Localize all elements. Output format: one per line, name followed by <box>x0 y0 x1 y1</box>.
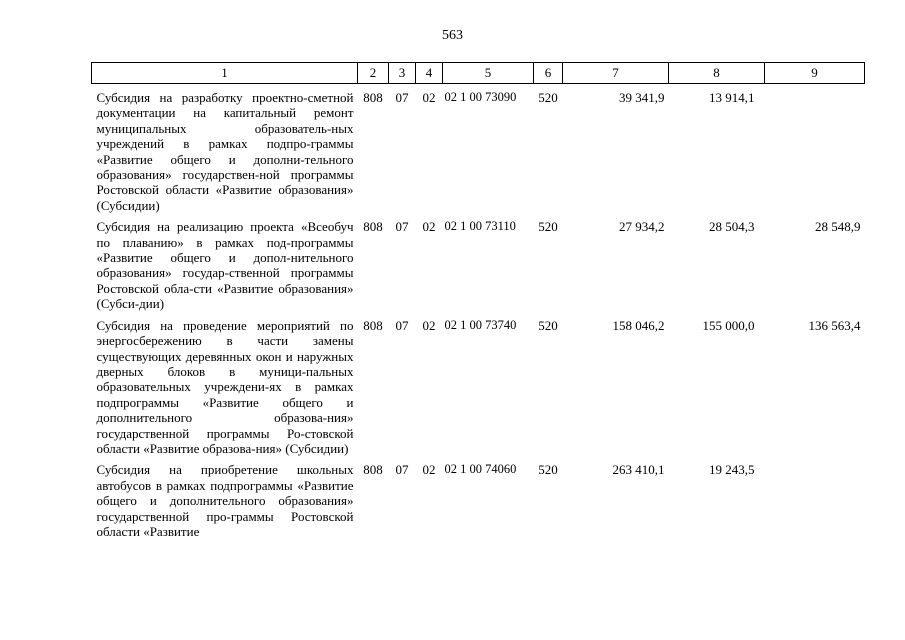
row-target-article: 02 1 00 73740 <box>444 317 517 332</box>
page-number: 563 <box>442 28 463 43</box>
row-amount-col9: 136 563,4 <box>808 317 861 333</box>
row-amount-col9 <box>765 456 865 539</box>
row-expense-type: 520 <box>538 462 558 478</box>
row-subsection-code: 02 <box>422 90 436 105</box>
column-header-6: 6 <box>534 63 563 84</box>
row-amount-col8: 155 000,0 <box>702 317 755 333</box>
column-header-4: 4 <box>416 63 443 84</box>
column-header-2: 2 <box>358 63 389 84</box>
row-description: Субсидия на проведение мероприятий по энергосбережению в части замены существующих деревянных окон и наружных дверных блоков в муници-пальных образовательных учреждени-ях в рамках подпрограммы «Развитие общего и дополнительного образова-ния» государственной программы Ро-стовской области «Развитие образова-ния» (Субсидии) <box>96 317 354 456</box>
row-section-code: 07 <box>395 219 409 235</box>
table-row <box>92 213 865 311</box>
column-header-5: 5 <box>443 63 534 84</box>
budget-table <box>91 62 865 539</box>
row-subsection-code: 02 <box>422 317 436 333</box>
row-amount-col7: 158 046,2 <box>612 317 665 333</box>
row-section-code: 07 <box>395 317 409 333</box>
row-ministry-code: 808 <box>363 317 383 333</box>
row-amount-col7: 39 341,9 <box>619 90 665 105</box>
table-row <box>92 84 865 214</box>
row-amount-col9: 28 548,9 <box>815 219 861 235</box>
row-amount-col8: 19 243,5 <box>709 462 755 478</box>
table-header-row <box>92 63 865 84</box>
row-expense-type: 520 <box>538 317 558 333</box>
row-expense-type: 520 <box>538 90 558 105</box>
column-header-9: 9 <box>765 63 865 84</box>
column-header-8: 8 <box>669 63 765 84</box>
row-ministry-code: 808 <box>363 219 383 235</box>
row-subsection-code: 02 <box>422 462 436 478</box>
row-ministry-code: 808 <box>363 462 383 478</box>
row-target-article: 02 1 00 73090 <box>444 90 517 104</box>
row-amount-col7: 263 410,1 <box>612 462 665 478</box>
row-expense-type: 520 <box>538 219 558 235</box>
column-header-7: 7 <box>563 63 669 84</box>
row-amount-col7: 27 934,2 <box>619 219 665 235</box>
table-row <box>92 312 865 457</box>
row-target-article: 02 1 00 73110 <box>444 219 516 234</box>
row-section-code: 07 <box>395 90 409 105</box>
table-row <box>92 456 865 539</box>
row-description: Субсидия на реализацию проекта «Всеобуч по плаванию» в рамках под-программы «Развитие общего и допол-нительного образования» государ-ственной программы Ростовской обла-сти «Развитие образования» (Субси-дии) <box>96 219 354 312</box>
column-header-1: 1 <box>92 63 358 84</box>
row-description: Субсидия на приобретение школьных автобусов в рамках подпрограммы «Развитие общего и дополнительного образования» государственной про-граммы Ростовской области «Развитие <box>96 462 354 539</box>
row-description: Субсидия на разработку проектно-сметной документации на капитальный ремонт муниципальных образователь-ных учреждений в рамках подпро-граммы «Развитие общего и дополни-тельного образования» государствен-ной программы Ростовской области «Развитие образования» (Субсидии) <box>96 90 354 213</box>
row-subsection-code: 02 <box>422 219 436 235</box>
row-target-article: 02 1 00 74060 <box>444 462 517 477</box>
row-ministry-code: 808 <box>363 90 383 105</box>
row-amount-col9 <box>765 84 865 214</box>
row-section-code: 07 <box>395 462 409 478</box>
row-amount-col8: 28 504,3 <box>709 219 755 235</box>
column-header-3: 3 <box>389 63 416 84</box>
row-amount-col8: 13 914,1 <box>709 90 755 105</box>
